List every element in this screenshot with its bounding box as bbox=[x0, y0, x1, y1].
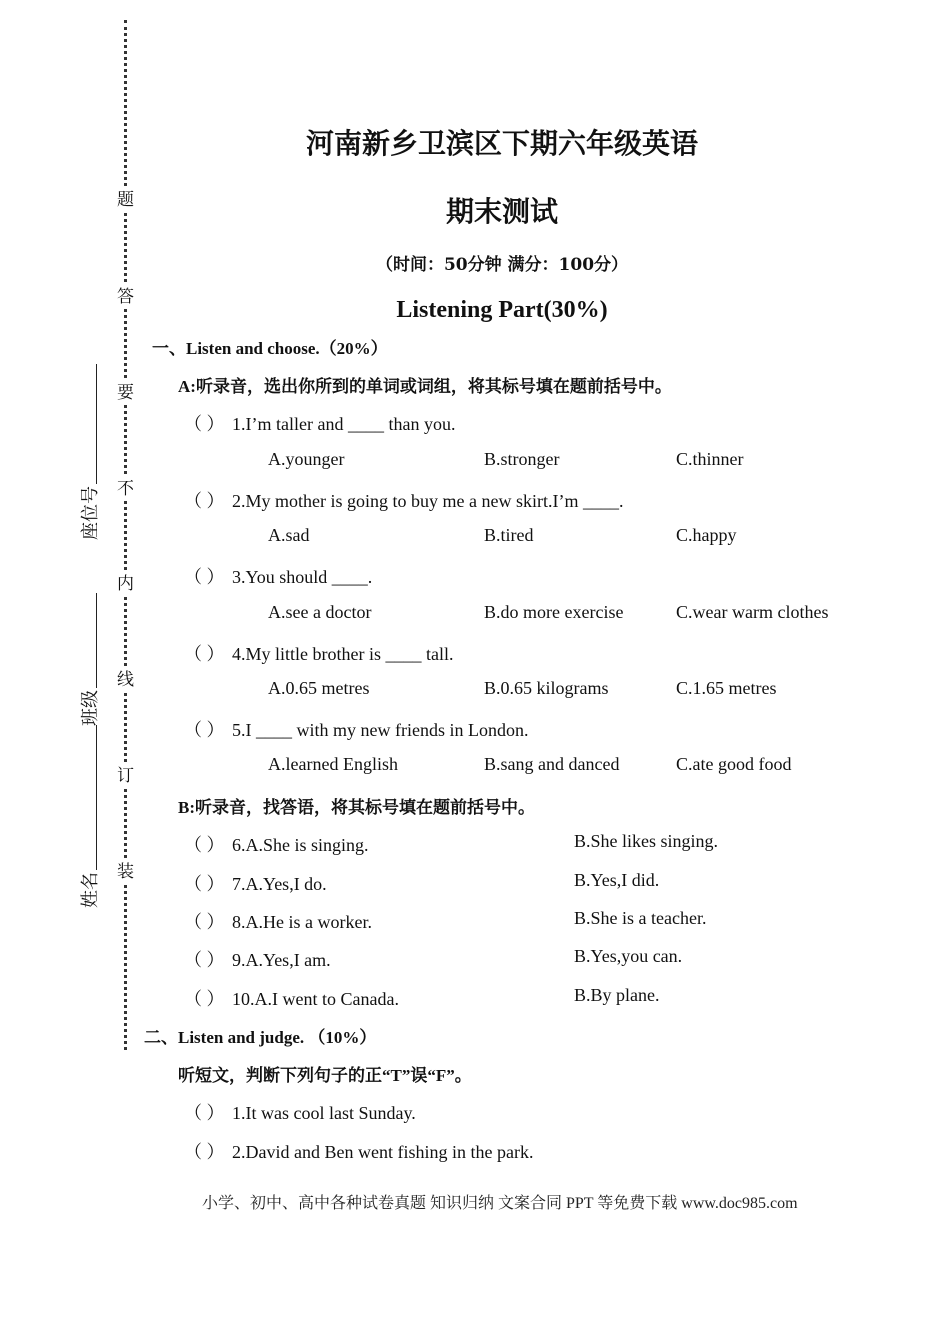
answer-bracket[interactable]: （ ） bbox=[184, 874, 225, 894]
question-row bbox=[184, 1099, 416, 1125]
seat-number-line bbox=[82, 364, 97, 484]
answer-bracket[interactable]: （ ） bbox=[184, 491, 225, 511]
answer-bracket[interactable]: （ ） bbox=[184, 950, 225, 970]
option-a: 9.A.Yes,I am. bbox=[232, 950, 331, 970]
question-row bbox=[184, 410, 455, 436]
answer-bracket[interactable]: （ ） bbox=[184, 414, 225, 434]
name-line bbox=[82, 725, 97, 870]
question-row bbox=[184, 985, 399, 1011]
exam-subtitle: 期末测试 bbox=[445, 195, 558, 228]
seal-char: 不 bbox=[117, 479, 134, 498]
binding-dotted-line bbox=[124, 20, 127, 1050]
option-a: A.sad bbox=[268, 525, 310, 545]
answer-bracket[interactable]: （ ） bbox=[184, 644, 225, 664]
option-a: 8.A.He is a worker. bbox=[232, 912, 372, 932]
question-row bbox=[184, 908, 372, 934]
option-c: C.ate good food bbox=[676, 754, 792, 774]
section2-instruction: 听短文，判断下列句子的正“T”误“F”。 bbox=[178, 1066, 472, 1085]
answer-bracket[interactable]: （ ） bbox=[184, 1142, 225, 1162]
page-footer: 小学、初中、高中各种试卷真题 知识归纳 文案合同 PPT 等免费下载 www.doc985.com bbox=[202, 1195, 798, 1212]
question-row bbox=[184, 1138, 533, 1164]
option-c: C.1.65 metres bbox=[676, 678, 777, 698]
seal-char: 要 bbox=[117, 383, 134, 402]
question-row bbox=[184, 870, 327, 896]
option-a: 6.A.She is singing. bbox=[232, 835, 369, 855]
option-a: 7.A.Yes,I do. bbox=[232, 874, 327, 894]
option-c: C.thinner bbox=[676, 449, 744, 469]
seat-number-label: 座位号 bbox=[80, 486, 101, 540]
question-row bbox=[184, 640, 453, 666]
option-b: B.Yes,I did. bbox=[574, 870, 660, 890]
seal-char: 订 bbox=[117, 766, 134, 785]
option-a: A.younger bbox=[268, 449, 345, 469]
option-b: B.By plane. bbox=[574, 985, 660, 1005]
option-a: A.learned English bbox=[268, 754, 398, 774]
option-c: C.happy bbox=[676, 525, 737, 545]
question-row bbox=[184, 946, 331, 972]
partB-instruction: B:听录音，找答语，将其标号填在题前括号中。 bbox=[178, 798, 535, 817]
seal-char: 装 bbox=[117, 862, 134, 881]
question-row bbox=[184, 716, 528, 742]
question-stem: 2.My mother is going to buy me a new skirt.I’m ____. bbox=[232, 491, 624, 511]
answer-bracket[interactable]: （ ） bbox=[184, 720, 225, 740]
option-b: B.do more exercise bbox=[484, 602, 624, 622]
seal-char: 答 bbox=[117, 287, 134, 306]
question-stem: 1.I’m taller and ____ than you. bbox=[232, 414, 456, 434]
question-stem: 2.David and Ben went fishing in the park. bbox=[232, 1142, 534, 1162]
answer-bracket[interactable]: （ ） bbox=[184, 835, 225, 855]
question-row bbox=[184, 563, 372, 589]
answer-bracket[interactable]: （ ） bbox=[184, 567, 225, 587]
question-stem: 4.My little brother is ____ tall. bbox=[232, 644, 454, 664]
option-c: C.wear warm clothes bbox=[676, 602, 829, 622]
option-b: B.0.65 kilograms bbox=[484, 678, 609, 698]
section1-heading: 一、Listen and choose.（20%） bbox=[152, 339, 388, 358]
section2-heading: 二、Listen and judge. （10%） bbox=[144, 1028, 377, 1047]
question-stem: 3.You should ____. bbox=[232, 567, 373, 587]
option-b: B.sang and danced bbox=[484, 754, 620, 774]
answer-bracket[interactable]: （ ） bbox=[184, 1103, 225, 1123]
name-field[interactable] bbox=[76, 668, 102, 908]
option-b: B.stronger bbox=[484, 449, 560, 469]
option-a: A.0.65 metres bbox=[268, 678, 370, 698]
option-a: A.see a doctor bbox=[268, 602, 372, 622]
question-stem: 5.I ____ with my new friends in London. bbox=[232, 720, 529, 740]
option-b: B.Yes,you can. bbox=[574, 946, 683, 966]
exam-title: 河南新乡卫滨区下期六年级英语 bbox=[305, 127, 698, 160]
seal-char: 线 bbox=[117, 670, 134, 689]
question-row bbox=[184, 831, 369, 857]
question-stem: 1.It was cool last Sunday. bbox=[232, 1103, 416, 1123]
seal-char: 内 bbox=[117, 574, 134, 593]
option-a: 10.A.I went to Canada. bbox=[232, 989, 399, 1009]
answer-bracket[interactable]: （ ） bbox=[184, 989, 225, 1009]
part-heading: Listening Part(30%) bbox=[396, 297, 608, 323]
partA-instruction: A:听录音，选出你所到的单词或词组，将其标号填在题前括号中。 bbox=[178, 377, 672, 396]
answer-bracket[interactable]: （ ） bbox=[184, 912, 225, 932]
option-b: B.She likes singing. bbox=[574, 831, 719, 851]
seal-char: 题 bbox=[117, 190, 134, 209]
option-b: B.tired bbox=[484, 525, 534, 545]
question-row bbox=[184, 487, 623, 513]
exam-meta: （时间：50分钟 满分：100分） bbox=[375, 255, 629, 275]
class-label: 班级 bbox=[80, 690, 101, 726]
option-b: B.She is a teacher. bbox=[574, 908, 707, 928]
name-label: 姓名 bbox=[80, 872, 101, 908]
